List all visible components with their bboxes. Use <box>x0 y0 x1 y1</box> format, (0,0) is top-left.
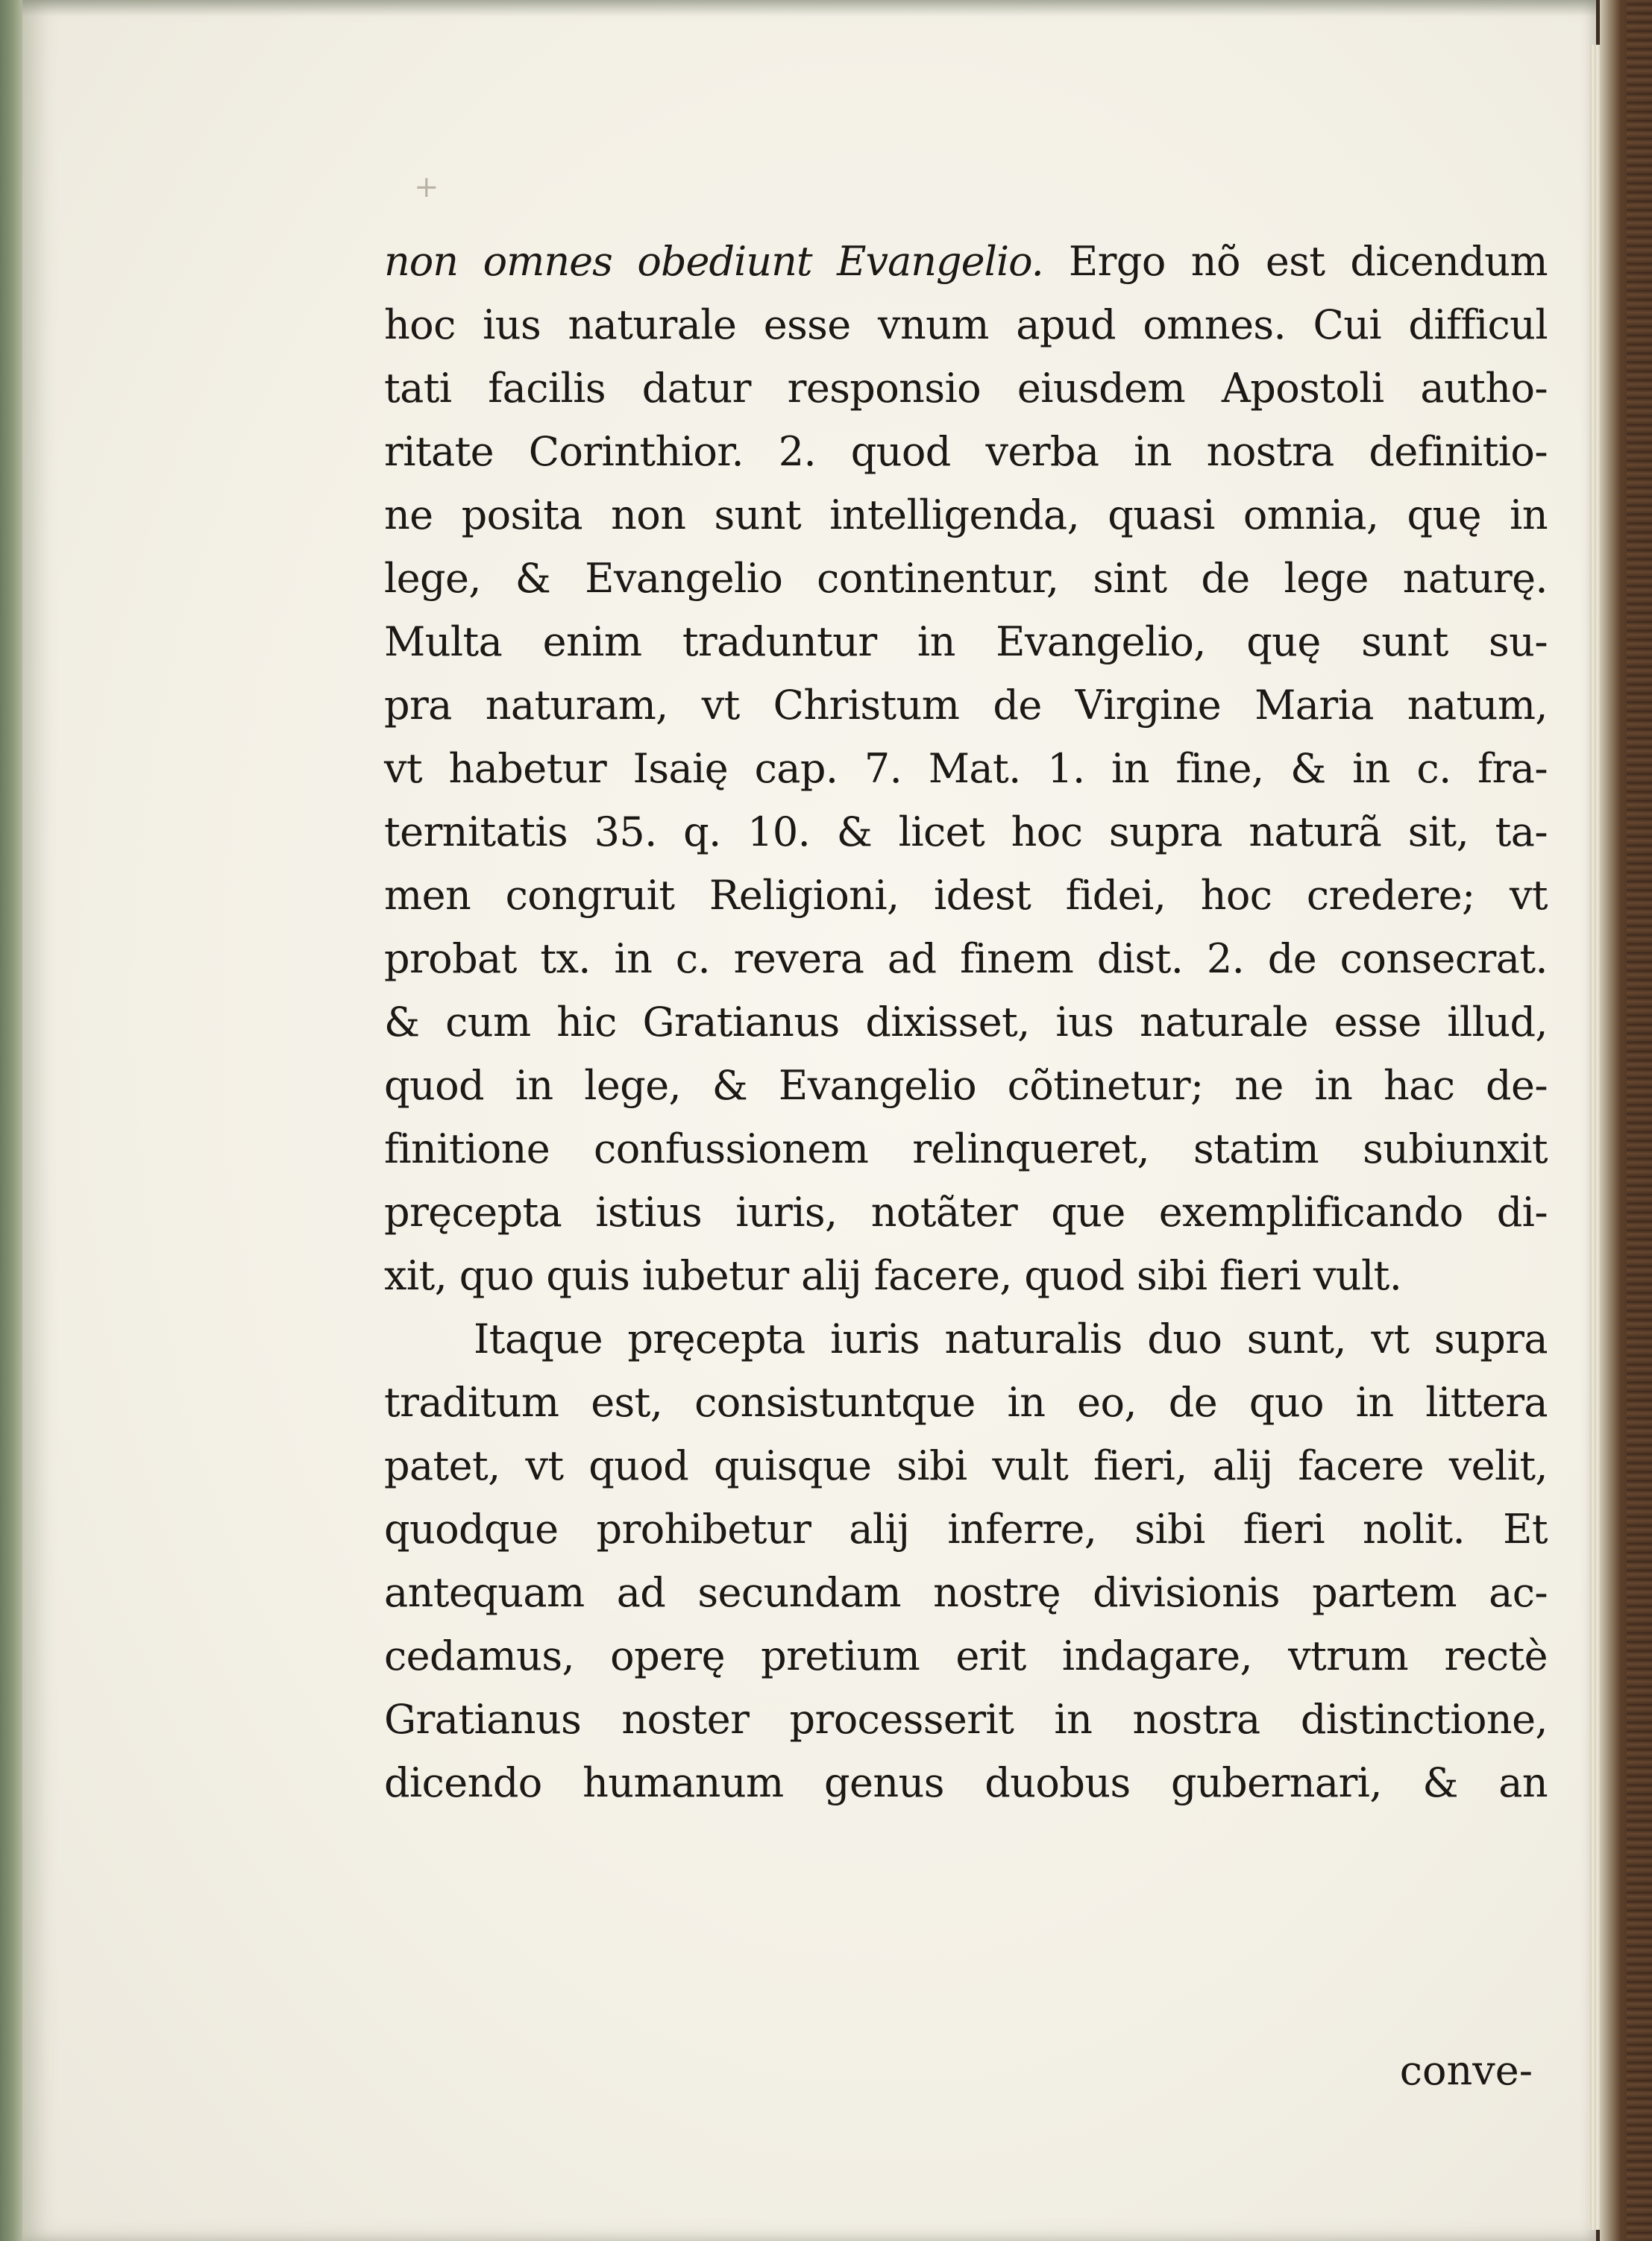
text-line-18: Itaque pręcepta iuris naturalis duo sunt, vt supra <box>474 1316 1548 1362</box>
text-line-19: traditum est, consistuntque in eo, de quo in littera <box>384 1379 1548 1426</box>
text-line-11: men congruit Religioni, idest fidei, hoc credere; vt <box>384 872 1548 919</box>
text-line-25: dicendo humanum genus duobus gubernari, & an <box>384 1759 1548 1806</box>
text-line-1 <box>384 230 1548 293</box>
text-line-12: probat tx. in c. revera ad finem dist. 2. de consecrat. <box>384 935 1548 982</box>
text-line-6: lege, & Evangelio continentur, sint de lege naturę. <box>384 555 1548 602</box>
bleed-mark: + <box>414 170 439 204</box>
text-block <box>384 230 1548 1814</box>
text-line-21: quodque prohibetur alij inferre, sibi fieri nolit. Et <box>384 1506 1548 1553</box>
text-line-7: Multa enim traduntur in Evangelio, quę sunt su- <box>384 618 1548 665</box>
text-line-22: antequam ad secundam nostrę divisionis partem ac- <box>384 1569 1548 1616</box>
text-line-5: ne posita non sunt intelligenda, quasi omnia, quę in <box>384 491 1548 538</box>
text-line-3: tati facilis datur responsio eiusdem Apostoli autho- <box>384 365 1548 412</box>
line-1-rest: Ergo nõ est dicendum <box>1043 238 1548 285</box>
text-line-23: cedamus, operę pretium erit indagare, vtrum rectè <box>384 1632 1548 1679</box>
text-line-13: & cum hic Gratianus dixisset, ius naturale esse illud, <box>384 999 1548 1046</box>
text-line-16: pręcepta istius iuris, notãter que exemplificando di- <box>384 1189 1548 1236</box>
text-line-14: quod in lege, & Evangelio cõtinetur; ne in hac de- <box>384 1062 1548 1109</box>
text-line-10: ternitatis 35. q. 10. & licet hoc supra naturã sit, ta- <box>384 808 1548 855</box>
text-line-17: xit, quo quis iubetur alij facere, quod sibi fieri vult. <box>384 1252 1402 1299</box>
text-line-20: patet, vt quod quisque sibi vult fieri, alij facere velit, <box>384 1442 1548 1489</box>
cover-cloth <box>1627 0 1652 2241</box>
text-line-8: pra naturam, vt Christum de Virgine Maria natum, <box>384 682 1548 729</box>
book-cover <box>1600 0 1652 2241</box>
catchword: conve- <box>1399 2047 1533 2094</box>
text-line-15: finitione confussionem relinqueret, statim subiunxit <box>384 1125 1548 1172</box>
text-line-4: ritate Corinthior. 2. quod verba in nostra definitio- <box>384 428 1548 475</box>
page-top-shadow <box>22 0 1596 16</box>
italic-opening: non omnes obediunt Evangelio. <box>384 238 1043 285</box>
text-line-24: Gratianus noster processerit in nostra distinctione, <box>384 1696 1548 1743</box>
text-line-2: hoc ius naturale esse vnum apud omnes. Cui difficul <box>384 301 1548 348</box>
text-line-9: vt habetur Isaię cap. 7. Mat. 1. in fine, & in c. fra- <box>384 745 1548 792</box>
